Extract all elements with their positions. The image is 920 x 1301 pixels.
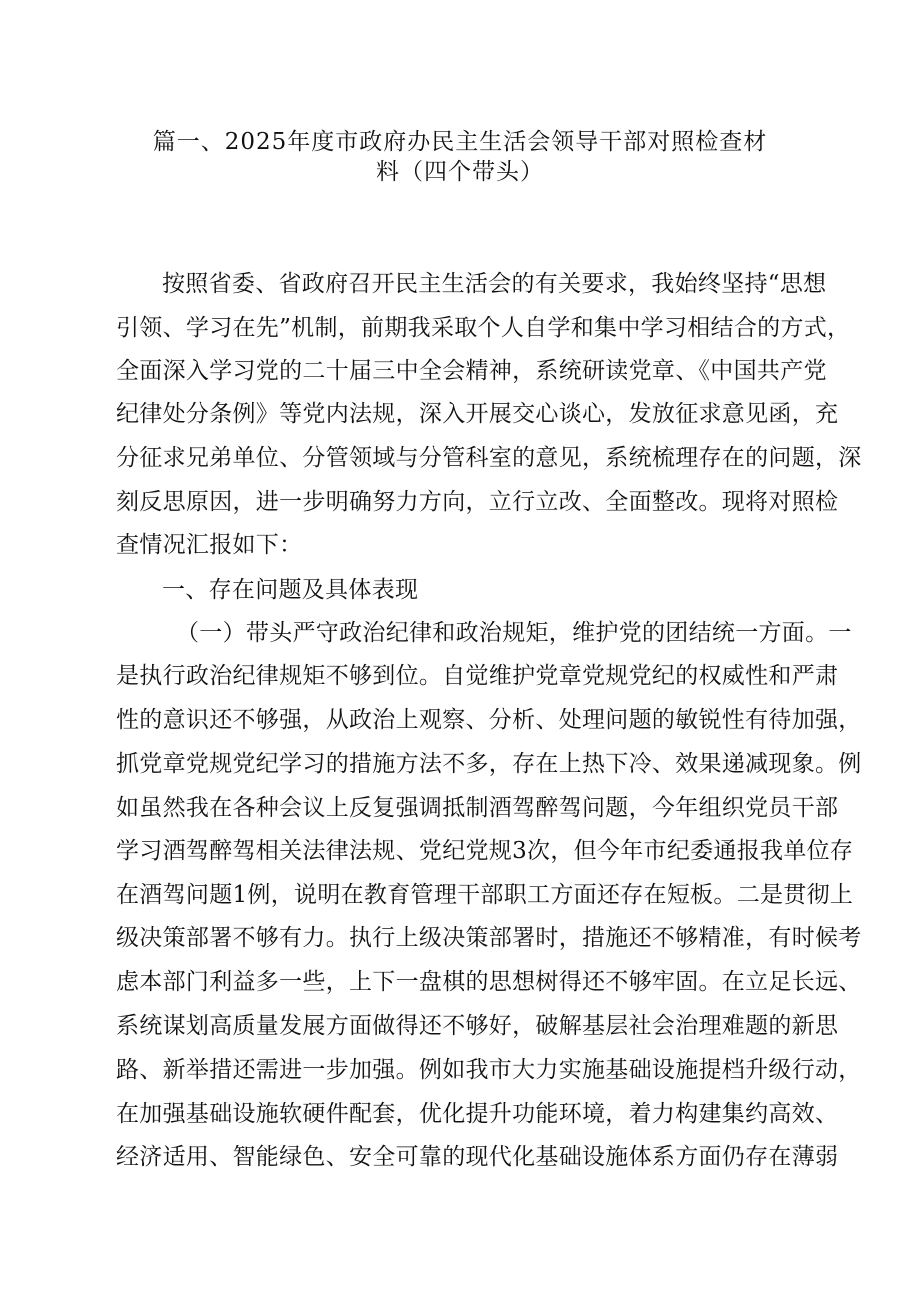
body-line: 查情况汇报如下： — [116, 532, 303, 558]
body-line: 系统谋划高质量发展方面做得还不够好，破解基层社会治理难题的新思 — [116, 1013, 839, 1039]
body-line: 在加强基础设施软硬件配套，优化提升功能环境，着力构建集约高效、 — [116, 1101, 839, 1127]
body-line: 如虽然我在各种会议上反复强调抵制酒驾醉驾问题，今年组织党员干部 — [116, 795, 839, 821]
document-title-line-1: 篇一、2025年度市政府办民主生活会领导干部对照检查材 — [152, 129, 768, 155]
body-line: 在酒驾问题1例，说明在教育管理干部职工方面还存在短板。二是贯彻上 — [116, 882, 854, 908]
body-line: 是执行政治纪律规矩不够到位。自觉维护党章党规党纪的权威性和严肃 — [116, 663, 839, 689]
body-line: 性的意识还不够强，从政治上观察、分析、处理问题的敏锐性有待加强， — [116, 707, 862, 733]
body-line: 分征求兄弟单位、分管领域与分管科室的意见，系统梳理存在的问题，深 — [116, 445, 862, 471]
body-line: 纪律处分条例》等党内法规，深入开展交心谈心，发放征求意见函，充 — [116, 401, 839, 427]
body-line: 刻反思原因，进一步明确努力方向，立行立改、全面整改。现将对照检 — [116, 489, 839, 515]
body-line: 学习酒驾醉驾相关法律法规、党纪党规3次，但今年市纪委通报我单位存 — [116, 838, 854, 864]
body-line: （一）带头严守政治纪律和政治规矩，维护党的团结统一方面。一 — [176, 620, 852, 646]
body-line: 路、新举措还需进一步加强。例如我市大力实施基础设施提档升级行动， — [116, 1057, 862, 1083]
body-line: 按照省委、省政府召开民主生活会的有关要求，我始终坚持“思想 — [162, 271, 827, 297]
body-line: 虑本部门利益多一些，上下一盘棋的思想树得还不够牢固。在立足长远、 — [116, 969, 862, 995]
body-line: 经济适用、智能绿色、安全可靠的现代化基础设施体系方面仍存在薄弱 — [116, 1144, 839, 1170]
body-line: 引领、学习在先”机制，前期我采取个人自学和集中学习相结合的方式， — [116, 315, 851, 341]
document-title-line-2: 料（四个带头） — [376, 159, 544, 185]
body-line: 一、存在问题及具体表现 — [162, 577, 419, 603]
body-line: 级决策部署不够有力。执行上级决策部署时，措施还不够精准，有时候考 — [116, 925, 862, 951]
body-line: 抓党章党规党纪学习的措施方法不多，存在上热下冷、效果递减现象。例 — [116, 751, 862, 777]
body-line: 全面深入学习党的二十届三中全会精神，系统研读党章、《中国共产党 — [116, 358, 827, 384]
